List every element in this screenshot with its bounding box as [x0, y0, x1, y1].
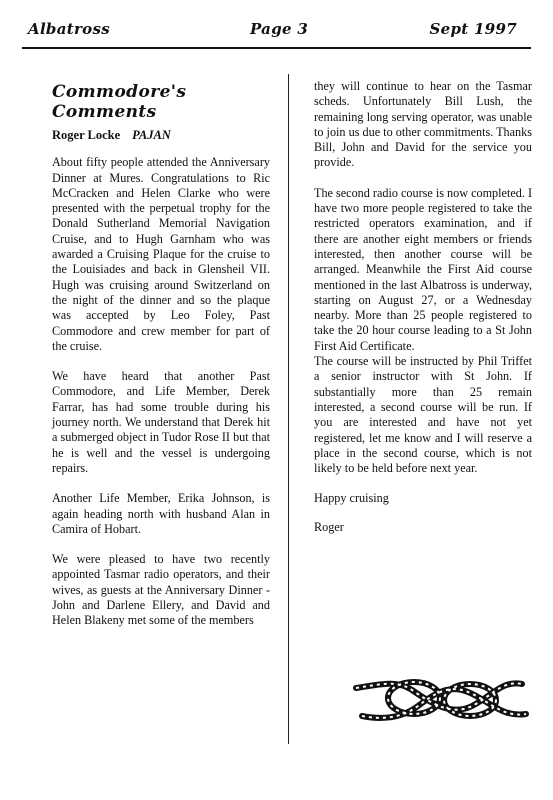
sign-off: Happy cruising: [314, 491, 389, 506]
paragraph: Another Life Member, Erika Johnson, is again heading north with husband Alan in Camira of Hobart.: [52, 491, 270, 536]
newsletter-name: Albatross: [28, 20, 110, 38]
paragraph: We have heard that another Past Commodore, and Life Member, Derek Farrar, has had some trouble during his journey north. We understand that Derek hit a submerged object in Tudor Rose II but that he is well and the vessel is undergoing repairs.: [52, 369, 270, 475]
rope-knot-icon: [352, 670, 532, 730]
left-column: [52, 76, 270, 644]
author-name: Roger Locke: [52, 128, 121, 142]
header-rule: [22, 47, 531, 49]
column-divider: [288, 74, 289, 744]
paragraph: The second radio course is now completed. I have two more people registered to take the restricted operators examination, and if there are another eight members or friends interested, then another course will be arranged. Meanwhile the First Aid course mentioned in the last Albatross is underway, starting on August 27, or a Wednesday nearby. More than 25 people registered to take the 20 hour course leading to a St John First Aid Certificate.: [314, 185, 532, 353]
author-callsign: PAJAN: [132, 128, 171, 142]
paragraph: About fifty people attended the Anniversary Dinner at Mures. Congratulations to Ric McCracken and Helen Clarke who were presented with the perpetual trophy for the Donald Sutherland Memorial Navigation Cruise, and to Hugh Garnham who was awarded a Cruising Plaque for the cruise to the Louisiades and back in Glensheil VII. Hugh was cruising around Switzerland on the night of the dinner and so the plaque was accepted by Leo Foley, Past Commodore and crew member for part of the cruise.: [52, 155, 270, 353]
paragraph: We were pleased to have two recently appointed Tasmar radio operators, and their wives, as guests at the Anniversary Dinner - John and Darlene Ellery, and David and Helen Blakeny met some of the members: [52, 552, 270, 628]
signature: Roger: [314, 519, 344, 534]
issue-date: Sept 1997: [429, 20, 517, 38]
page-number: Page 3: [250, 20, 309, 38]
paragraph: The course will be instructed by Phil Triffet a senior instructor with St John. If substantially more than 25 remain interested, a second course will be run. If you are interested and have not yet registered, let me know and I will reserve a place in the second course, which is not likely to be held before next year.: [314, 354, 532, 476]
article-title: Commodore's Comments: [52, 82, 187, 122]
right-column: [314, 79, 532, 550]
paragraph: they will continue to hear on the Tasmar scheds. Unfortunately Bill Lush, the remaining long serving operator, was unable to join us due to other commitments. Thanks Bill, John and David for the service you provide.: [314, 79, 532, 170]
byline: [52, 128, 270, 143]
